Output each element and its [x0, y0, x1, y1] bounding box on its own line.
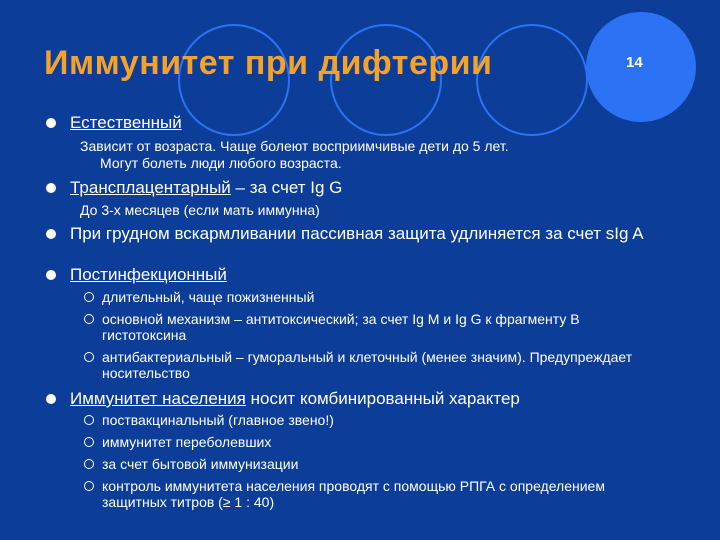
bullet-label: Иммунитет населения: [70, 389, 246, 408]
detail-line: Зависит от возраста. Чаще болеют восприимчивые дети до 5 лет.: [80, 138, 509, 154]
detail-line: До 3-х месяцев (если мать иммунна): [80, 202, 320, 218]
bullet-dot: [46, 229, 56, 239]
bullet-label: При грудном вскармливании пассивная защита удлиняется за счет sIg A: [70, 224, 644, 243]
bullet-dot: [46, 394, 56, 404]
detail-line: Могут болеть люди любого возраста.: [100, 155, 342, 171]
slide-title: Иммунитет при дифтерии: [44, 44, 493, 82]
bullet-rest: – за счет Ig G: [230, 178, 343, 197]
bullet-dot: [46, 183, 56, 193]
ring-bullet: [84, 314, 94, 324]
bullet-rest: носит комбинированный характер: [245, 389, 520, 408]
slide-content: Естественный Зависит от возраста. Чаще болеют восприимчивые дети до 5 лет. Могут болеть люди любого возраста. Трансплацентарный – за счет Ig G До 3-х месяцев (если мать иммунна) При грудном вскармливании пассивная защита удлиняется за счет sIg A Постинфекционный длительный, чаще пожизненный основной механизм – антитоксический; за счет Ig M и Ig G к фрагменту В гистотоксина антибактериальный – гуморальный и клеточный (менее значим). Предупреждает носительство Иммунитет населения носит комбинированный характер поствакцинальный (главное звено!) иммунитет переболевших за счет бытовой иммунизации контроль иммунитета населения проводят с помощью РПГА с определением защитных титров (≥ 1 : 40): [0, 0, 720, 540]
ring-bullet: [84, 437, 94, 447]
ring-bullet: [84, 352, 94, 362]
bullet-label: Трансплацентарный: [70, 178, 231, 197]
slide-number: 14: [626, 54, 643, 71]
bullet-label: Естественный: [70, 113, 182, 132]
ring-bullet: [84, 459, 94, 469]
bullet-label: Постинфекционный: [70, 265, 227, 284]
ring-bullet: [84, 292, 94, 302]
bullet-dot: [46, 270, 56, 280]
ring-bullet: [84, 481, 94, 491]
bullet-dot: [46, 118, 56, 128]
ring-bullet: [84, 415, 94, 425]
